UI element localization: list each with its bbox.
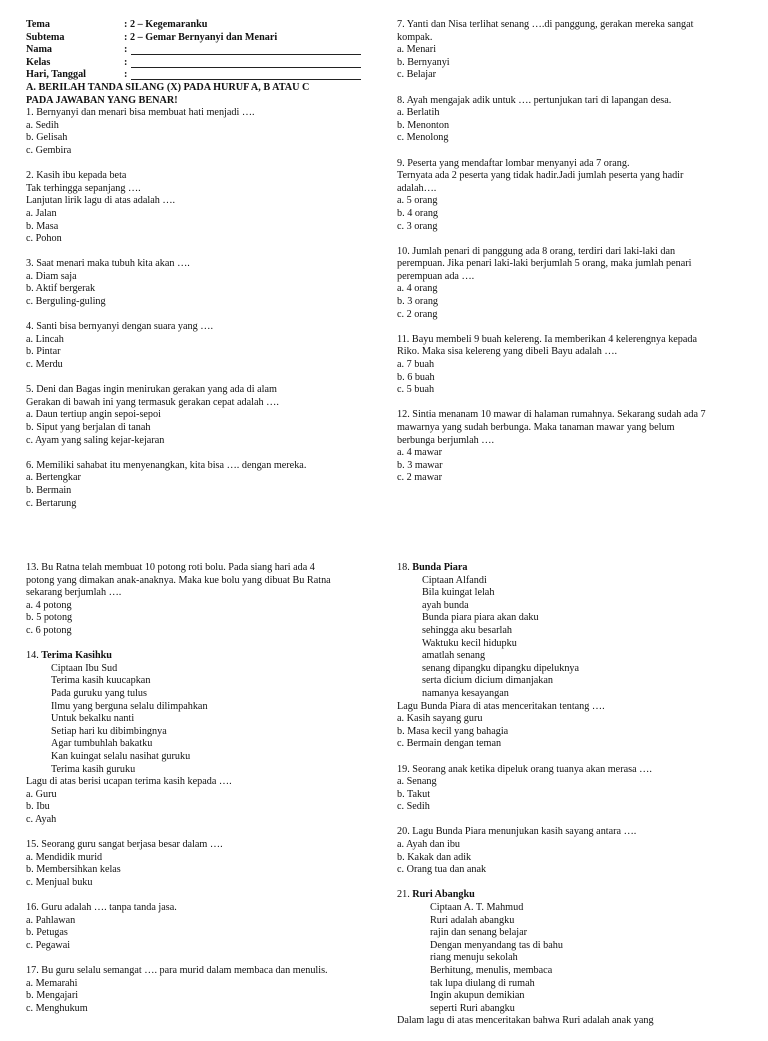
option-a: a. Menari bbox=[397, 44, 437, 56]
right-column-top bbox=[397, 19, 742, 498]
header-tema: Tema : 2 – Kegemaranku bbox=[26, 19, 208, 30]
option-c: c. Sedih bbox=[397, 801, 430, 813]
option-c: c. Bertarung bbox=[26, 497, 77, 509]
option-b: b. 6 buah bbox=[397, 371, 435, 383]
option-c: c. Ayam yang saling kejar-kejaran bbox=[26, 434, 165, 446]
option-a: a. Senang bbox=[397, 776, 437, 788]
option-c: c. Menghukum bbox=[26, 1002, 88, 1014]
option-c: c. Ayah bbox=[26, 813, 57, 825]
header-hari-tanggal: Hari, Tanggal : bbox=[26, 69, 371, 82]
hari-field-line bbox=[131, 69, 361, 80]
kelas-field-line bbox=[131, 57, 361, 68]
option-a: a. Daun tertiup angin sepoi-sepoi bbox=[26, 409, 161, 421]
option-c: c. 6 potong bbox=[26, 624, 72, 636]
option-b: b. Bernyanyi bbox=[397, 56, 450, 68]
option-b: b. Mengajari bbox=[26, 990, 79, 1002]
option-c: c. 5 buah bbox=[397, 384, 435, 396]
question-18-title: 18. Bunda Piara bbox=[397, 562, 468, 573]
option-c: c. Merdu bbox=[26, 359, 63, 371]
question-13: 13. Bu Ratna telah membuat 10 potong roti bolu. Pada siang hari ada 4 potong yang dimakan anak-anaknya. Maka kue bolu yang dibuat Bu Ratna sekarang berjumlah …. a. 4 potong b. 5 potong c. 6 potong bbox=[26, 562, 371, 638]
option-b: b. Takut bbox=[397, 788, 431, 800]
left-column-top bbox=[26, 19, 371, 523]
option-b: b. 3 mawar bbox=[397, 459, 443, 471]
question-14: 14. Terima Kasihku Ciptaan Ibu Sud Terima kasih kuucapkan Pada guruku yang tulus Ilmu yang berguna selalu dilimpahkan Untuk bekalku nanti Setiap hari ku dibimbingnya Agar tumbuhlah bakatku Kan kuingat selalu nasihat guruku Terima kasih guruku Lagu di atas berisi ucapan terima kasih kepada …. a. Guru b. Ibu c. Ayah bbox=[26, 650, 371, 826]
option-c: c. Gembira bbox=[26, 144, 72, 156]
option-b: b. 5 potong bbox=[26, 612, 73, 624]
poem-bunda-piara: Ciptaan Alfandi Bila kuingat lelah ayah bunda Bunda piara piara akan daku sehingga aku besarlah Waktuku kecil hidupku amatlah senang senang dipangku dipangku dipeluknya serta dicium dicium dimanjakan namanya kesayangan bbox=[422, 574, 580, 699]
question-12: 12. Sintia menanam 10 mawar di halaman rumahnya. Sekarang sudah ada 7 mawarnya yang sudah berbunga. Maka tanaman mawar yang belum berbunga berjumlah …. a. 4 mawar b. 3 mawar c. 2 mawar bbox=[397, 409, 742, 485]
option-a: a. Lincah bbox=[26, 333, 64, 345]
option-a: a. Mendidik murid bbox=[26, 851, 103, 863]
option-a: a. Berlatih bbox=[397, 107, 440, 119]
option-b: b. Menonton bbox=[397, 119, 450, 131]
header-nama: Nama : bbox=[26, 44, 371, 57]
option-a: a. Memarahi bbox=[26, 977, 78, 989]
question-7: 7. Yanti dan Nisa terlihat senang ….di panggung, gerakan mereka sangat kompak. a. Menari b. Bernyanyi c. Belajar bbox=[397, 19, 742, 82]
question-1: 1. Bernyanyi dan menari bisa membuat hati menjadi …. a. Sedih b. Gelisah c. Gembira bbox=[26, 107, 371, 157]
header-kelas: Kelas : bbox=[26, 57, 371, 70]
question-6: 6. Memiliki sahabat itu menyenangkan, kita bisa …. dengan mereka. a. Bertengkar b. Bermain c. Bertarung bbox=[26, 460, 371, 510]
option-b: b. Masa bbox=[26, 220, 59, 232]
question-21-title: 21. Ruri Abangku bbox=[397, 889, 475, 901]
option-c: c. 2 mawar bbox=[397, 472, 442, 484]
question-15: 15. Seorang guru sangat berjasa besar dalam …. a. Mendidik murid b. Membersihkan kelas c. Menjual buku bbox=[26, 839, 371, 889]
instruction-line-1: A. BERILAH TANDA SILANG (X) PADA HURUF A, B ATAU C bbox=[26, 81, 310, 93]
option-a: a. Jalan bbox=[26, 207, 57, 219]
question-14-title: 14. Terima Kasihku bbox=[26, 650, 112, 662]
header-subtema: Subtema : 2 – Gemar Bernyanyi dan Menari bbox=[26, 31, 278, 43]
option-b: b. Membersihkan kelas bbox=[26, 864, 121, 876]
option-a: a. Guru bbox=[26, 788, 57, 800]
option-a: a. 5 orang bbox=[397, 195, 438, 207]
option-c: c. 3 orang bbox=[397, 220, 438, 232]
question-8: 8. Ayah mengajak adik untuk …. pertunjukan tari di lapangan desa. a. Berlatih b. Menonton c. Menolong bbox=[397, 95, 742, 145]
question-21: 21. Ruri Abangku Ciptaan A. T. Mahmud Ruri adalah abangku rajin dan senang belajar Dengan menyandang tas di bahu riang menuju sekolah Berhitung, menulis, membaca tak lupa diulang di rumah Ingin akupun demikian seperti Ruri abangku Dalam lagu di atas menceritakan bahwa Ruri adalah anak yang bbox=[397, 889, 742, 1028]
option-a: a. 4 orang bbox=[397, 283, 438, 295]
instruction-line-2: PADA JAWABAN YANG BENAR! bbox=[26, 94, 178, 106]
option-b: b. Kakak dan adik bbox=[397, 851, 472, 863]
option-c: c. Pohon bbox=[26, 233, 62, 245]
option-a: a. 4 mawar bbox=[397, 447, 442, 459]
option-a: a. Diam saja bbox=[26, 270, 77, 282]
option-c: c. Menolong bbox=[397, 132, 449, 144]
option-a: a. Sedih bbox=[26, 119, 59, 131]
question-18: 18. Bunda Piara Ciptaan Alfandi Bila kuingat lelah ayah bunda Bunda piara piara akan daku sehingga aku besarlah Waktuku kecil hidupku amatlah senang senang dipangku dipangku dipeluknya serta dicium dicium dimanjakan namanya kesayangan Lagu Bunda Piara di atas menceritakan tentang …. a. Kasih sayang guru b. Masa kecil yang bahagia c. Bermain dengan teman bbox=[397, 562, 742, 751]
option-b: b. Bermain bbox=[26, 484, 72, 496]
question-3: 3. Saat menari maka tubuh kita akan …. a. Diam saja b. Aktif bergerak c. Berguling-guling bbox=[26, 258, 371, 308]
option-a: a. Ayah dan ibu bbox=[397, 839, 461, 851]
option-a: a. Bertengkar bbox=[26, 472, 81, 484]
nama-field-line bbox=[131, 44, 361, 55]
question-20: 20. Lagu Bunda Piara menunjukan kasih sayang antara …. a. Ayah dan ibu b. Kakak dan adik c. Orang tua dan anak bbox=[397, 826, 742, 876]
question-11: 11. Bayu membeli 9 buah kelereng. Ia memberikan 4 kelerengnya kepada Riko. Maka sisa kelereng yang dibeli Bayu adalah …. a. 7 buah b. 6 buah c. 5 buah bbox=[397, 334, 742, 397]
option-c: c. Berguling-guling bbox=[26, 296, 106, 308]
option-c: c. Orang tua dan anak bbox=[397, 864, 487, 876]
question-16: 16. Guru adalah …. tanpa tanda jasa. a. Pahlawan b. Petugas c. Pegawai bbox=[26, 902, 371, 952]
poem-terima-kasihku: Ciptaan Ibu Sud Terima kasih kuucapkan Pada guruku yang tulus Ilmu yang berguna selalu dilimpahkan Untuk bekalku nanti Setiap hari ku dibimbingnya Agar tumbuhlah bakatku Kan kuingat selalu nasihat guruku Terima kasih guruku bbox=[51, 662, 208, 775]
question-2: 2. Kasih ibu kepada beta Tak terhingga sepanjang …. Lanjutan lirik lagu di atas adalah …. a. Jalan b. Masa c. Pohon bbox=[26, 170, 371, 246]
option-a: a. Kasih sayang guru bbox=[397, 713, 483, 725]
option-c: c. 2 orang bbox=[397, 308, 438, 320]
option-b: b. Aktif bergerak bbox=[26, 283, 96, 295]
left-column-bottom bbox=[26, 562, 371, 1028]
option-c: c. Bermain dengan teman bbox=[397, 738, 502, 750]
option-b: b. Siput yang berjalan di tanah bbox=[26, 422, 151, 433]
option-b: b. Masa kecil yang bahagia bbox=[397, 725, 509, 737]
right-column-bottom bbox=[397, 562, 742, 1041]
question-4: 4. Santi bisa bernyanyi dengan suara yang …. a. Lincah b. Pintar c. Merdu bbox=[26, 321, 371, 371]
option-c: c. Belajar bbox=[397, 69, 437, 81]
option-b: b. Gelisah bbox=[26, 132, 68, 144]
option-b: b. Pintar bbox=[26, 346, 61, 358]
option-a: a. 4 potong bbox=[26, 599, 72, 611]
option-a: a. 7 buah bbox=[397, 359, 435, 371]
question-17: 17. Bu guru selalu semangat …. para murid dalam membaca dan menulis. a. Memarahi b. Mengajari c. Menghukum bbox=[26, 965, 371, 1015]
option-a: a. Pahlawan bbox=[26, 914, 76, 926]
option-b: b. Ibu bbox=[26, 801, 50, 813]
question-19: 19. Seorang anak ketika dipeluk orang tuanya akan merasa …. a. Senang b. Takut c. Sedih bbox=[397, 764, 742, 814]
option-b: b. Petugas bbox=[26, 927, 68, 939]
question-5: 5. Deni dan Bagas ingin menirukan gerakan yang ada di alam Gerakan di bawah ini yang termasuk gerakan cepat adalah …. a. Daun tertiup angin sepoi-sepoi b. Siput yang berjalan di tanah c. Ayam yang saling kejar-kejaran bbox=[26, 384, 371, 447]
option-b: b. 3 orang bbox=[397, 296, 439, 308]
question-9: 9. Peserta yang mendaftar lombar menyanyi ada 7 orang. Ternyata ada 2 peserta yang tidak hadir.Jadi jumlah peserta yang hadir adalah…. a. 5 orang b. 4 orang c. 3 orang bbox=[397, 158, 742, 234]
option-c: c. Pegawai bbox=[26, 939, 71, 951]
poem-ruri-abangku: Ciptaan A. T. Mahmud Ruri adalah abangku rajin dan senang belajar Dengan menyandang tas di bahu riang menuju sekolah Berhitung, menulis, membaca tak lupa diulang di rumah Ingin akupun demikian seperti Ruri abangku bbox=[430, 902, 563, 1014]
question-10: 10. Jumlah penari di panggung ada 8 orang, terdiri dari laki-laki dan perempuan. Jika penari laki-laki berjumlah 5 orang, maka jumlah penari perempuan ada …. a. 4 orang b. 3 orang c. 2 orang bbox=[397, 246, 742, 322]
option-c: c. Menjual buku bbox=[26, 876, 93, 888]
option-b: b. 4 orang bbox=[397, 207, 439, 219]
